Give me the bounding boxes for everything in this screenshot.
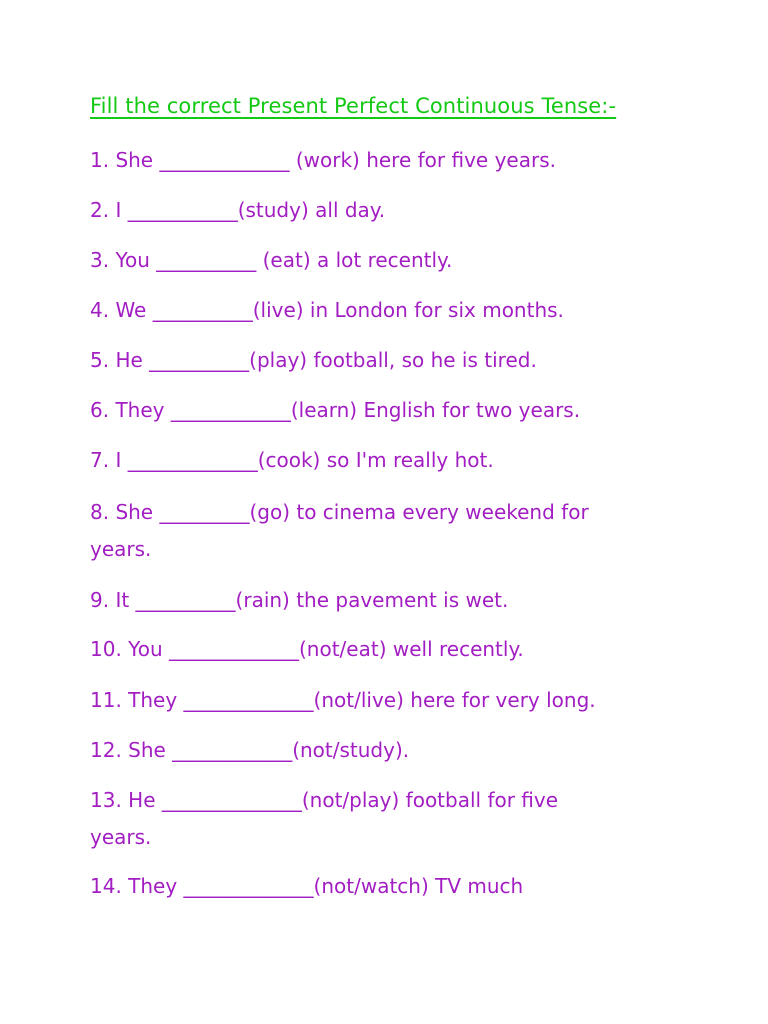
question-13-continuation: years. xyxy=(90,825,152,849)
question-11: 11. They _____________(not/live) here for very long. xyxy=(90,688,596,712)
question-8: 8. She _________(go) to cinema every weekend for xyxy=(90,500,589,524)
question-8-continuation: years. xyxy=(90,537,152,561)
question-1: 1. She _____________ (work) here for five years. xyxy=(90,148,556,172)
question-4: 4. We __________(live) in London for six months. xyxy=(90,298,564,322)
question-14: 14. They _____________(not/watch) TV much xyxy=(90,874,524,898)
question-12: 12. She ____________(not/study). xyxy=(90,738,410,762)
question-3: 3. You __________ (eat) a lot recently. xyxy=(90,248,453,272)
question-10: 10. You _____________(not/eat) well recently. xyxy=(90,637,524,661)
question-5: 5. He __________(play) football, so he is tired. xyxy=(90,348,537,372)
question-6: 6. They ____________(learn) English for two years. xyxy=(90,398,581,422)
question-7: 7. I _____________(cook) so I'm really hot. xyxy=(90,448,494,472)
worksheet-title: Fill the correct Present Perfect Continuous Tense:- xyxy=(90,94,617,118)
question-13: 13. He ______________(not/play) football for five xyxy=(90,788,559,812)
question-9: 9. It __________(rain) the pavement is wet. xyxy=(90,588,509,612)
question-2: 2. I ___________(study) all day. xyxy=(90,198,386,222)
